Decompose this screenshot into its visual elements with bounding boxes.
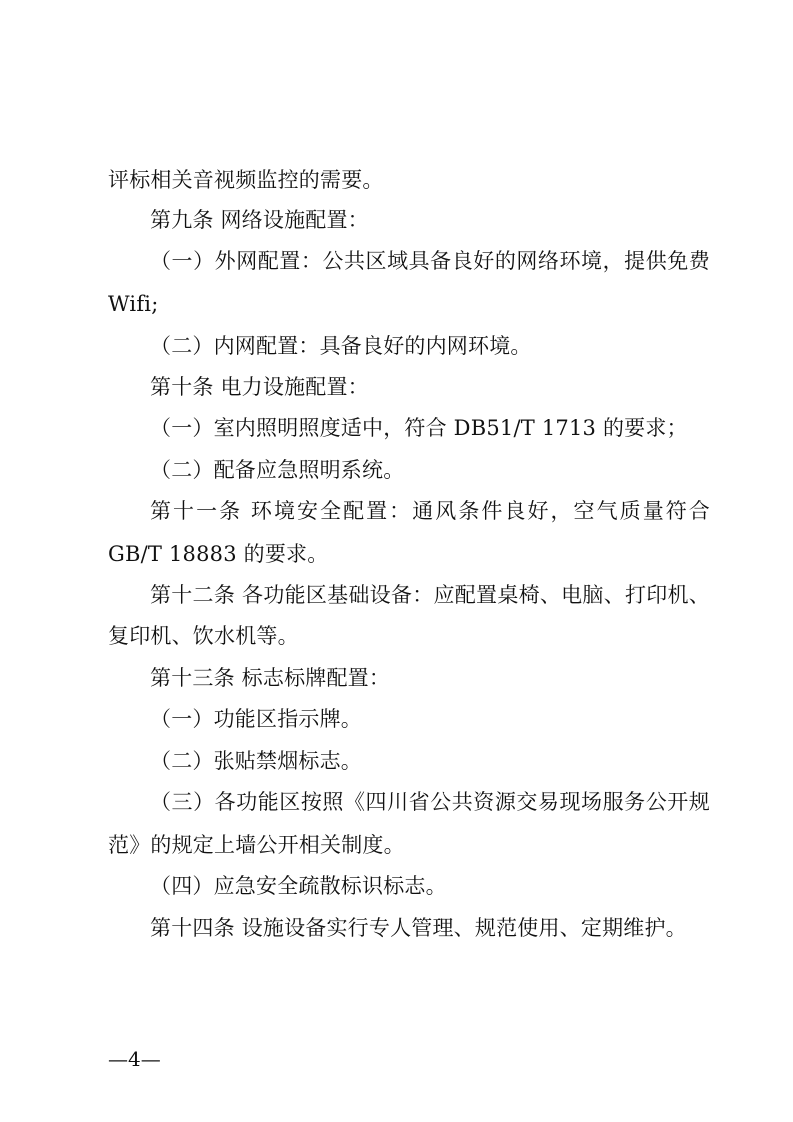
article-10-heading: 第十条 电力设施配置： bbox=[150, 375, 369, 399]
article-13-item-4: （四）应急安全疏散标识标志。 bbox=[150, 874, 447, 898]
article-9-item-1: （一）外网配置：公共区域具备良好的网络环境，提供免费 bbox=[150, 249, 710, 273]
article-13-item-3: （三）各功能区按照《四川省公共资源交易现场服务公开规 bbox=[150, 790, 710, 814]
article-10-item-2: （二）配备应急照明系统。 bbox=[150, 458, 405, 482]
article-10-item-1: （一）室内照明照度适中，符合 DB51/T 1713 的要求； bbox=[150, 416, 688, 440]
article-13-item-2: （二）张贴禁烟标志。 bbox=[150, 749, 362, 773]
article-13-item-3-cont: 范》的规定上墙公开相关制度。 bbox=[108, 833, 405, 857]
article-9-item-2: （二）内网配置：具备良好的内网环境。 bbox=[150, 334, 532, 358]
page-number: —4— bbox=[108, 1047, 161, 1071]
article-9-item-1-cont: Wifi; bbox=[108, 292, 159, 316]
article-12: 第十二条 各功能区基础设备：应配置桌椅、电脑、打印机、 bbox=[150, 583, 710, 607]
article-9-heading: 第九条 网络设施配置： bbox=[150, 208, 369, 232]
article-13-heading: 第十三条 标志标牌配置： bbox=[150, 666, 391, 690]
article-11-cont: GB/T 18883 的要求。 bbox=[108, 542, 329, 566]
article-12-cont: 复印机、饮水机等。 bbox=[108, 624, 299, 648]
article-11: 第十一条 环境安全配置：通风条件良好，空气质量符合 bbox=[150, 499, 710, 523]
text-line-1: 评标相关音视频监控的需要。 bbox=[108, 168, 384, 192]
article-13-item-1: （一）功能区指示牌。 bbox=[150, 707, 362, 731]
article-14: 第十四条 设施设备实行专人管理、规范使用、定期维护。 bbox=[150, 916, 687, 940]
